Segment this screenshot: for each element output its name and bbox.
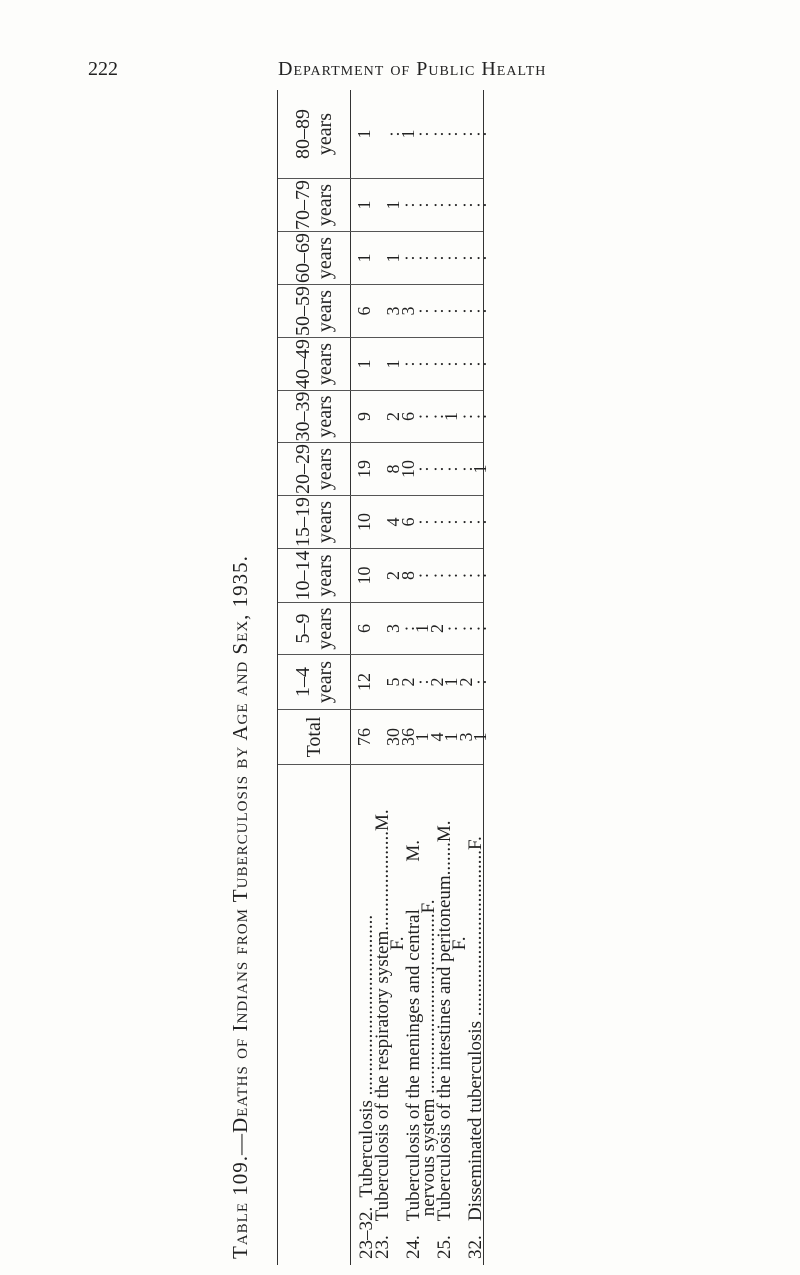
table-cell: 36 [397,728,418,746]
table-cell: : [470,131,490,137]
table-cell: : [455,255,476,261]
table-cell: 2 [426,677,447,687]
table-cell: 76 [354,728,374,746]
table-cell: : [441,131,461,137]
header-label: 15–19 [292,497,314,547]
page-number: 222 [88,58,118,80]
table-cell: 6 [354,306,374,316]
table-cell: 1 [412,624,432,633]
running-head: Department of Public Health [278,58,547,80]
table-cell: : [412,466,432,472]
table-cell: : [470,519,490,525]
table-cell: : [426,308,447,314]
description-line: 24. Tuberculosis of the meninges and central M. [402,839,424,1259]
header-label: 50–59 [292,286,314,336]
header-label: years [314,112,336,156]
table-cell: 1 [441,677,461,687]
description-line: 23–32. Tuberculosis ...................................... [356,914,377,1259]
table-header-row [278,90,351,1265]
table-cell: : [426,414,447,420]
value-column-5 [350,496,490,549]
table-cell: 1 [470,464,490,474]
rotated-table [215,85,490,1265]
table-cell: : [455,626,476,632]
table-cell: 19 [354,460,374,478]
description-line: F. [449,936,470,1259]
table-cell: 1 [383,200,403,210]
table-cell: 3 [383,624,403,633]
table-cell: : [455,519,476,525]
table-cell: : [412,519,432,525]
header-cell-4 [278,549,350,603]
header-label: 30–39 [292,391,314,442]
table-cell: 1 [354,129,374,139]
header-label: 5–9 [292,613,314,644]
header-label: years [314,447,336,491]
table-cell: 8 [397,571,418,580]
table-cell: : [470,202,490,208]
header-cell-9 [278,285,350,338]
table-cell: : [397,361,418,367]
header-label: years [314,660,336,704]
table-cell: 12 [354,673,374,691]
value-column-10 [350,232,490,285]
header-cell-7 [278,391,350,443]
header-label: 80–89 [292,109,314,159]
table-cell: 1 [383,359,403,369]
description-column [350,765,486,1265]
value-column-1 [350,710,490,765]
header-label: years [314,289,336,333]
header-label: years [314,395,336,438]
table-cell: 4 [426,732,447,742]
table-cell: : [441,308,461,314]
table-cell: : [426,573,447,579]
table-cell: 1 [383,253,403,263]
table-cell: : [441,255,461,261]
value-column-11 [350,179,490,232]
header-label: years [314,500,336,544]
header-cell-12 [278,90,350,179]
table-cell: 1 [354,253,374,263]
header-label: years [314,183,336,227]
header-label: 20–29 [292,444,314,494]
header-cell-2 [278,655,350,710]
table-cell: 30 [383,728,403,746]
description-line: 32. Disseminated tuberculosis ...................................F. [464,836,486,1259]
table-cell: : [397,202,418,208]
table-cell: 1 [354,359,374,369]
table-cell: : [455,466,476,472]
header-label: 60–69 [292,233,314,283]
value-column-2 [350,655,490,710]
header-cell-6 [278,443,350,496]
table-cell: : [383,131,403,137]
header-label: 40–49 [292,339,314,389]
table-cell: 3 [397,306,418,316]
table-cell: : [441,361,461,367]
table-cell: 2 [383,571,403,580]
table-cell: 1 [441,732,461,742]
table-cell: 9 [354,412,374,421]
header-cell-5 [278,496,350,549]
table-cell: : [470,414,490,420]
table-cell: 6 [397,517,418,527]
data-table [277,90,490,1265]
table-cell: : [441,466,461,472]
header-cell-description [278,765,350,1265]
table-cell: : [470,308,490,314]
table-cell: : [455,202,476,208]
table-cell: : [441,573,461,579]
description-line: nervous system ......................................F. [418,899,439,1259]
value-column-7 [350,391,490,443]
header-label: years [314,342,336,386]
table-cell: : [412,679,432,685]
table-cell: 2 [455,677,476,687]
table-cell: : [412,131,432,137]
table-cell: 3 [455,732,476,742]
table-cell: : [470,679,490,685]
table-cell: 1 [470,732,490,742]
table-cell: : [455,308,476,314]
table-cell: : [426,255,447,261]
header-label: Total [303,716,325,758]
value-column-12 [350,90,490,179]
table-cell: : [441,519,461,525]
table-cell: 1 [412,732,432,742]
value-column-4 [350,549,490,603]
table-cell: : [412,414,432,420]
header-cell-10 [278,232,350,285]
table-cell: : [397,626,418,632]
header-label: 70–79 [292,180,314,230]
table-cell: 10 [397,460,418,478]
header-label: 10–14 [292,550,314,601]
table-cell: : [455,131,476,137]
table-cell: : [470,361,490,367]
value-column-3 [350,603,490,655]
table-cell: : [412,361,432,367]
table-cell: 10 [354,513,374,531]
table-cell: : [412,202,432,208]
table-cell: : [441,202,461,208]
table-cell: 1 [441,412,461,421]
value-column-6 [350,443,490,496]
table-cell: 6 [397,412,418,421]
value-column-9 [350,285,490,338]
table-cell: : [412,308,432,314]
description-line: 23. Tuberculosis of the respiratory system.....................M. [371,809,393,1259]
table-body [350,90,490,1265]
table-cell: 2 [426,624,447,633]
table-cell: 1 [354,200,374,210]
description-line: 25. Tuberculosis of the intestines and peritoneum.......M. [433,820,455,1259]
table-cell: : [455,573,476,579]
description-line: F. [387,936,408,1259]
header-cell-11 [278,179,350,232]
table-cell: : [455,361,476,367]
table-cell: 6 [354,624,374,633]
table-caption: Table 109.—Deaths of Indians from Tuberculosis by Age and Sex, 1935. [228,555,252,1259]
table-cell: : [441,626,461,632]
table-cell: : [426,466,447,472]
table-cell: 4 [383,517,403,527]
table-cell: 3 [383,306,403,316]
table-cell: 2 [397,677,418,687]
table-cell: 5 [383,677,403,687]
table-cell: : [426,202,447,208]
header-label: years [314,236,336,280]
table-cell: : [470,573,490,579]
table-cell: : [470,255,490,261]
table-cell: 2 [383,412,403,421]
value-column-8 [350,338,490,391]
header-cell-3 [278,603,350,655]
header-label: years [314,554,336,597]
table-cell: : [426,131,447,137]
header-cell-8 [278,338,350,391]
table-cell: 8 [383,464,403,474]
table-cell: : [426,361,447,367]
table-cell: 1 [397,129,418,139]
table-cell: : [426,519,447,525]
table-cell: 10 [354,566,374,585]
header-label: 1–4 [292,667,314,697]
header-cell-1 [278,710,350,765]
table-cell: : [455,414,476,420]
header-label: years [314,607,336,650]
table-cell: : [412,573,432,579]
table-cell: : [412,255,432,261]
table-cell: : [470,626,490,632]
table-cell: : [397,255,418,261]
